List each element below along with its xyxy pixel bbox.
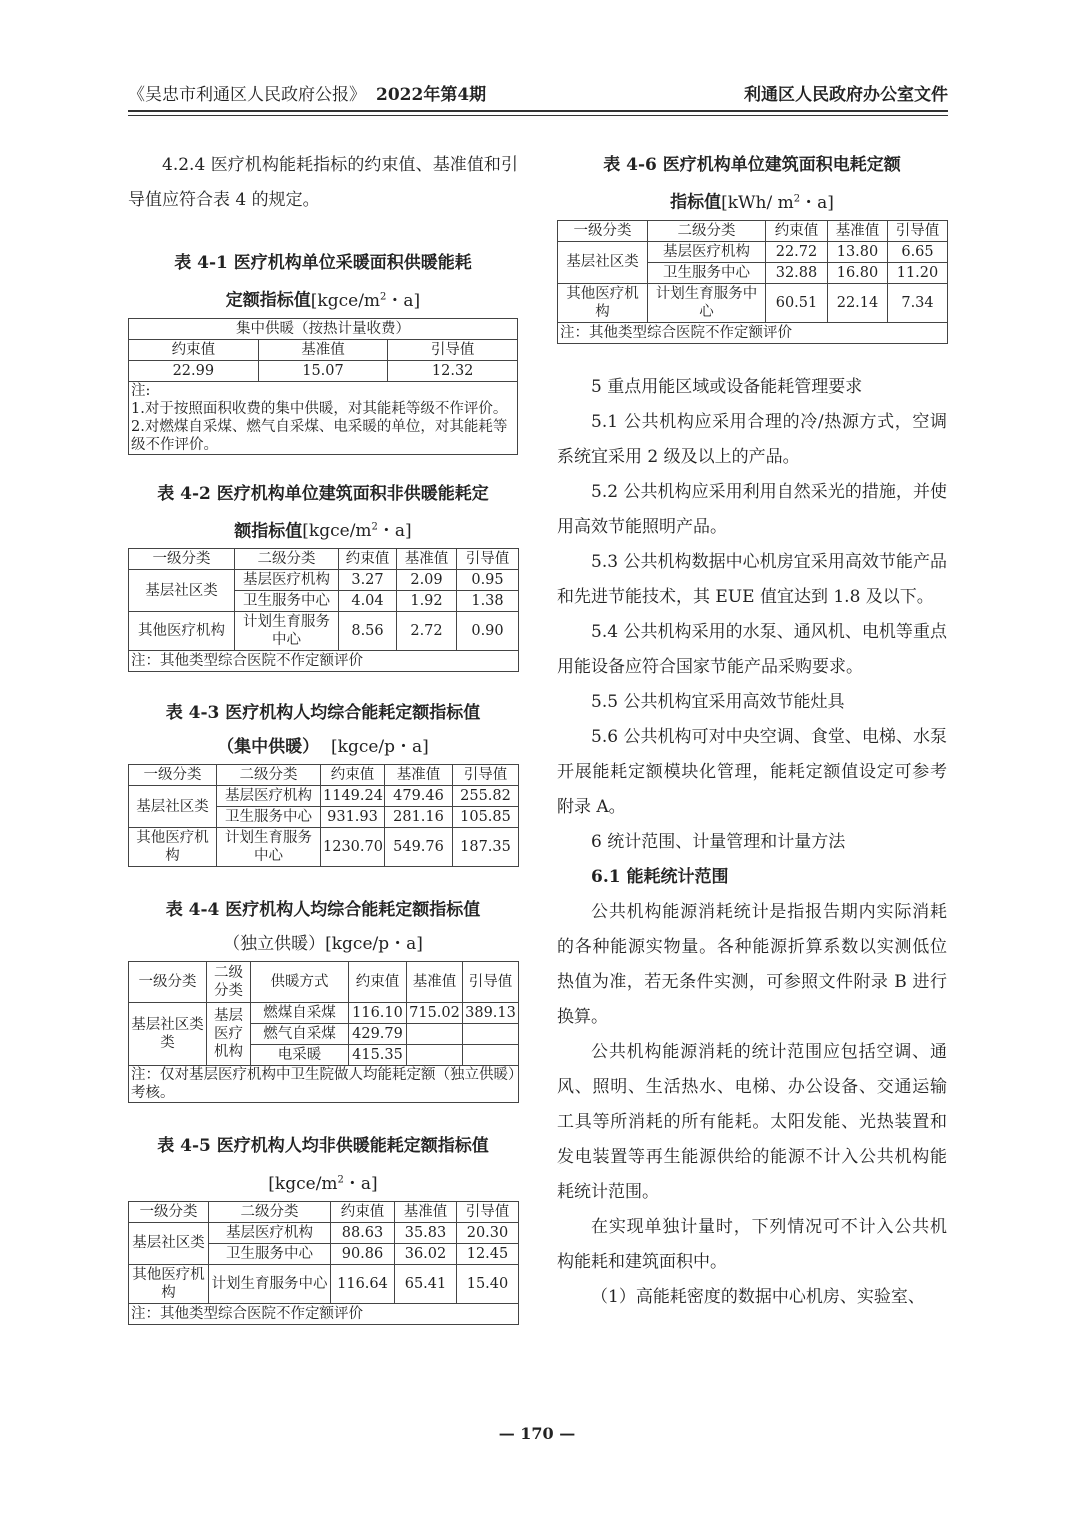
table-4-2-caption-2: 额指标值[$kgce/m^2$・a] — [234, 521, 412, 542]
table-cell: 卫生服务中心 — [209, 1243, 331, 1264]
office-name: 利通区人民政府办公室文件 — [744, 85, 948, 105]
table-4-6-caption: 表 4-6 医疗机构单位建筑面积电耗定额 — [603, 155, 901, 175]
table-cell: 116.10 — [349, 1003, 407, 1024]
col-header: 二级分类 — [235, 549, 339, 570]
table-cell: 电采暖 — [251, 1045, 349, 1066]
col-header: 约束值 — [339, 549, 397, 570]
table-4-6 — [557, 220, 948, 344]
group-cell: 其他医疗机构 — [558, 283, 648, 322]
table-cell: 715.02 — [407, 1003, 463, 1024]
value-cell: 15.07 — [258, 360, 388, 381]
table-cell: 计划生育服务中心 — [209, 1264, 331, 1303]
table-cell: 549.76 — [385, 828, 453, 867]
group-cell: 其他医疗机构 — [129, 612, 235, 651]
table-4-5-caption: 表 4-5 医疗机构人均非供暖能耗定额指标值 — [157, 1136, 489, 1157]
table-4-3 — [128, 764, 519, 867]
table-cell: 479.46 — [385, 786, 453, 807]
header-rule-thin — [128, 115, 948, 116]
col-header: 一级分类 — [129, 549, 235, 570]
col-header: 基准值 — [385, 765, 453, 786]
table-cell: 基层医疗机构 — [209, 1222, 331, 1243]
table-cell: 88.63 — [331, 1222, 395, 1243]
paragraph-6-1-b: 公共机构能源消耗的统计范围应包括空调、通风、照明、生活热水、电梯、办公设备、交通运输工具等所消耗的所有能耗。太阳发能、光热装置和发电装置等再生能源供给的能源不计入公共机构能耗统计范围。 — [557, 1041, 947, 1202]
intro-paragraph: 4.2.4 医疗机构能耗指标的约束值、基准值和引导值应符合表 4 的规定。 — [128, 155, 518, 210]
table-cell: 429.79 — [349, 1024, 407, 1045]
table-cell: 1149.24 — [321, 786, 385, 807]
table-cell: 3.27 — [339, 570, 397, 591]
group-cell: 其他医疗机构 — [129, 828, 217, 867]
table-cell: 35.83 — [395, 1222, 457, 1243]
table-4-6-caption-2: 指标值[kWh/ $m^2$・a] — [670, 192, 834, 213]
table-4-1 — [128, 318, 518, 455]
header-rule-thick — [128, 110, 948, 112]
col-header: 一级分类 — [129, 765, 217, 786]
col-header: 基准值 — [258, 339, 388, 360]
table-4-1-caption: 表 4-1 医疗机构单位采暖面积供暖能耗 — [174, 253, 472, 273]
col-header: 引导值 — [453, 765, 519, 786]
table-cell: 187.35 — [453, 828, 519, 867]
table-cell: 116.64 — [331, 1264, 395, 1303]
table-4-2 — [128, 548, 519, 672]
table-cell: 4.04 — [339, 591, 397, 612]
table-note: 注：其他类型综合医院不作定额评价 — [558, 322, 948, 343]
group-cell: 基层社区类类 — [129, 1003, 207, 1066]
table-cell: 36.02 — [395, 1243, 457, 1264]
table-cell: 105.85 — [453, 807, 519, 828]
col-header: 二级分类 — [648, 220, 766, 241]
col-header: 一级分类 — [129, 1201, 209, 1222]
table-cell: 基层医疗机构 — [217, 786, 321, 807]
col-header: 基准值 — [828, 220, 888, 241]
col-header: 约束值 — [321, 765, 385, 786]
table-cell: 1230.70 — [321, 828, 385, 867]
paragraph-5-5: 5.5 公共机构宜采用高效节能灶具 — [591, 691, 845, 712]
table-4-4 — [128, 961, 519, 1103]
table-cell: 11.20 — [888, 262, 948, 283]
table-cell — [407, 1045, 463, 1066]
paragraph-5-1: 5.1 公共机构应采用合理的冷/热源方式，空调系统宜采用 2 级及以上的产品。 — [557, 411, 947, 467]
paragraph-5-3: 5.3 公共机构数据中心机房宜采用高效节能产品和先进节能技术，其 EUE 值宜达到 1.8 及以下。 — [557, 551, 947, 607]
section-6-heading: 6 统计范围、计量管理和计量方法 — [591, 831, 846, 852]
bulletin-title: 《吴忠市利通区人民政府公报》 2022年第4期 — [128, 85, 487, 105]
table-cell: 8.56 — [339, 612, 397, 651]
table-cell — [463, 1024, 519, 1045]
table-cell: 基层医疗机构 — [235, 570, 339, 591]
table-note: 注：其他类型综合医院不作定额评价 — [129, 651, 519, 672]
col-header: 基准值 — [397, 549, 457, 570]
col-header: 引导值 — [457, 549, 519, 570]
col-header: 约束值 — [349, 962, 407, 1003]
table-cell: 0.90 — [457, 612, 519, 651]
table-4-1-notes: 注: 1.对于按照面积收费的集中供暖，对其能耗等级不作评价。 2.对燃煤自采煤、燃气自采煤、电采暖的单位，对其能耗等级不作评价。 — [129, 381, 518, 454]
group-cell: 基层社区类 — [129, 1222, 209, 1264]
table-cell: 卫生服务中心 — [235, 591, 339, 612]
section-5-heading: 5 重点用能区域或设备能耗管理要求 — [591, 376, 863, 397]
table-cell: 基层医疗机构 — [648, 241, 766, 262]
table-cell: 931.93 — [321, 807, 385, 828]
col-header: 约束值 — [331, 1201, 395, 1222]
table-cell: 415.35 — [349, 1045, 407, 1066]
group-cell: 基层医疗机构 — [207, 1003, 251, 1066]
paragraph-5-2: 5.2 公共机构应采用利用自然采光的措施，并使用高效节能照明产品。 — [557, 481, 947, 537]
table-cell: 22.14 — [828, 283, 888, 322]
col-header: 基准值 — [407, 962, 463, 1003]
table-note: 注：仅对基层医疗机构中卫生院做人均能耗定额（独立供暖）考核。 — [129, 1066, 519, 1103]
table-cell: 计划生育服务中心 — [217, 828, 321, 867]
table-cell: 燃煤自采煤 — [251, 1003, 349, 1024]
table-cell: 计划生育服务中心 — [235, 612, 339, 651]
table-cell: 卫生服务中心 — [217, 807, 321, 828]
col-header: 一级分类 — [129, 962, 207, 1003]
paragraph-6-1-a: 公共机构能源消耗统计是指报告期内实际消耗的各种能源实物量。各种能源折算系数以实测低位热值为准，若无条件实测，可参照文件附录 B 进行换算。 — [557, 901, 947, 1027]
issue-number: 2022年第4期 — [376, 85, 487, 105]
table-cell — [407, 1024, 463, 1045]
table-4-3-caption-2: （集中供暖） [kgce/p・a] — [217, 737, 429, 758]
table-cell: 15.40 — [457, 1264, 519, 1303]
value-cell: 12.32 — [388, 360, 518, 381]
left-column — [128, 148, 518, 1325]
page-header — [128, 78, 948, 110]
group-cell: 基层社区类 — [558, 241, 648, 283]
table-cell: 7.34 — [888, 283, 948, 322]
col-header: 一级分类 — [558, 220, 648, 241]
paragraph-6-1-d: （1）高能耗密度的数据中心机房、实验室、 — [591, 1286, 925, 1307]
table-cell: 65.41 — [395, 1264, 457, 1303]
col-header: 二级分类 — [217, 765, 321, 786]
table-cell: 燃气自采煤 — [251, 1024, 349, 1045]
col-header: 供暖方式 — [251, 962, 349, 1003]
table-cell: 60.51 — [766, 283, 828, 322]
paragraph-5-4: 5.4 公共机构采用的水泵、通风机、电机等重点用能设备应符合国家节能产品采购要求。 — [557, 621, 947, 677]
col-header: 引导值 — [457, 1201, 519, 1222]
col-header: 约束值 — [766, 220, 828, 241]
table-cell: 1.38 — [457, 591, 519, 612]
page-number: — 170 — — [498, 1424, 576, 1443]
col-header: 二级分类 — [209, 1201, 331, 1222]
table-4-1-caption-2: 定额指标值[$kgce/m^2$・a] — [225, 290, 421, 311]
group-cell: 基层社区类 — [129, 570, 235, 612]
col-header: 二级分类 — [207, 962, 251, 1003]
table-cell: 20.30 — [457, 1222, 519, 1243]
table-4-5 — [128, 1201, 519, 1325]
paragraph-6-1-c: 在实现单独计量时，下列情况可不计入公共机构能耗和建筑面积中。 — [557, 1216, 947, 1272]
table-cell — [463, 1045, 519, 1066]
paragraph-5-6: 5.6 公共机构可对中央空调、食堂、电梯、水泵开展能耗定额模块化管理，能耗定额值设定可参考附录 A。 — [557, 726, 947, 817]
table-cell: 6.65 — [888, 241, 948, 262]
group-cell: 其他医疗机构 — [129, 1264, 209, 1303]
table-cell: 卫生服务中心 — [648, 262, 766, 283]
table-4-2-caption: 表 4-2 医疗机构单位建筑面积非供暖能耗定 — [157, 483, 489, 504]
table-cell: 16.80 — [828, 262, 888, 283]
section-6-1-heading: 6.1 能耗统计范围 — [591, 866, 729, 887]
table-cell: 0.95 — [457, 570, 519, 591]
table-cell: 255.82 — [453, 786, 519, 807]
value-cell: 22.99 — [129, 360, 259, 381]
group-cell: 基层社区类 — [129, 786, 217, 828]
col-header: 引导值 — [388, 339, 518, 360]
col-header: 约束值 — [129, 339, 259, 360]
table-cell: 12.45 — [457, 1243, 519, 1264]
table-4-1-span-header: 集中供暖（按热计量收费） — [129, 318, 518, 339]
col-header: 基准值 — [395, 1201, 457, 1222]
table-4-4-caption: 表 4-4 医疗机构人均综合能耗定额指标值 — [165, 900, 481, 921]
table-cell: 22.72 — [766, 241, 828, 262]
table-cell: 32.88 — [766, 262, 828, 283]
col-header: 引导值 — [888, 220, 948, 241]
table-cell: 13.80 — [828, 241, 888, 262]
right-column — [557, 148, 947, 1315]
table-cell: 计划生育服务中心 — [648, 283, 766, 322]
table-cell: 281.16 — [385, 807, 453, 828]
table-note: 注：其他类型综合医院不作定额评价 — [129, 1303, 519, 1324]
table-4-4-caption-2: （独立供暖）[kgce/p・a] — [223, 934, 423, 955]
table-cell: 1.92 — [397, 591, 457, 612]
col-header: 引导值 — [463, 962, 519, 1003]
table-cell: 2.09 — [397, 570, 457, 591]
table-cell: 2.72 — [397, 612, 457, 651]
table-cell: 389.13 — [463, 1003, 519, 1024]
table-4-3-caption: 表 4-3 医疗机构人均综合能耗定额指标值 — [165, 703, 481, 724]
table-cell: 90.86 — [331, 1243, 395, 1264]
table-4-5-caption-2: [$kgce/m^2$・a] — [268, 1173, 378, 1194]
